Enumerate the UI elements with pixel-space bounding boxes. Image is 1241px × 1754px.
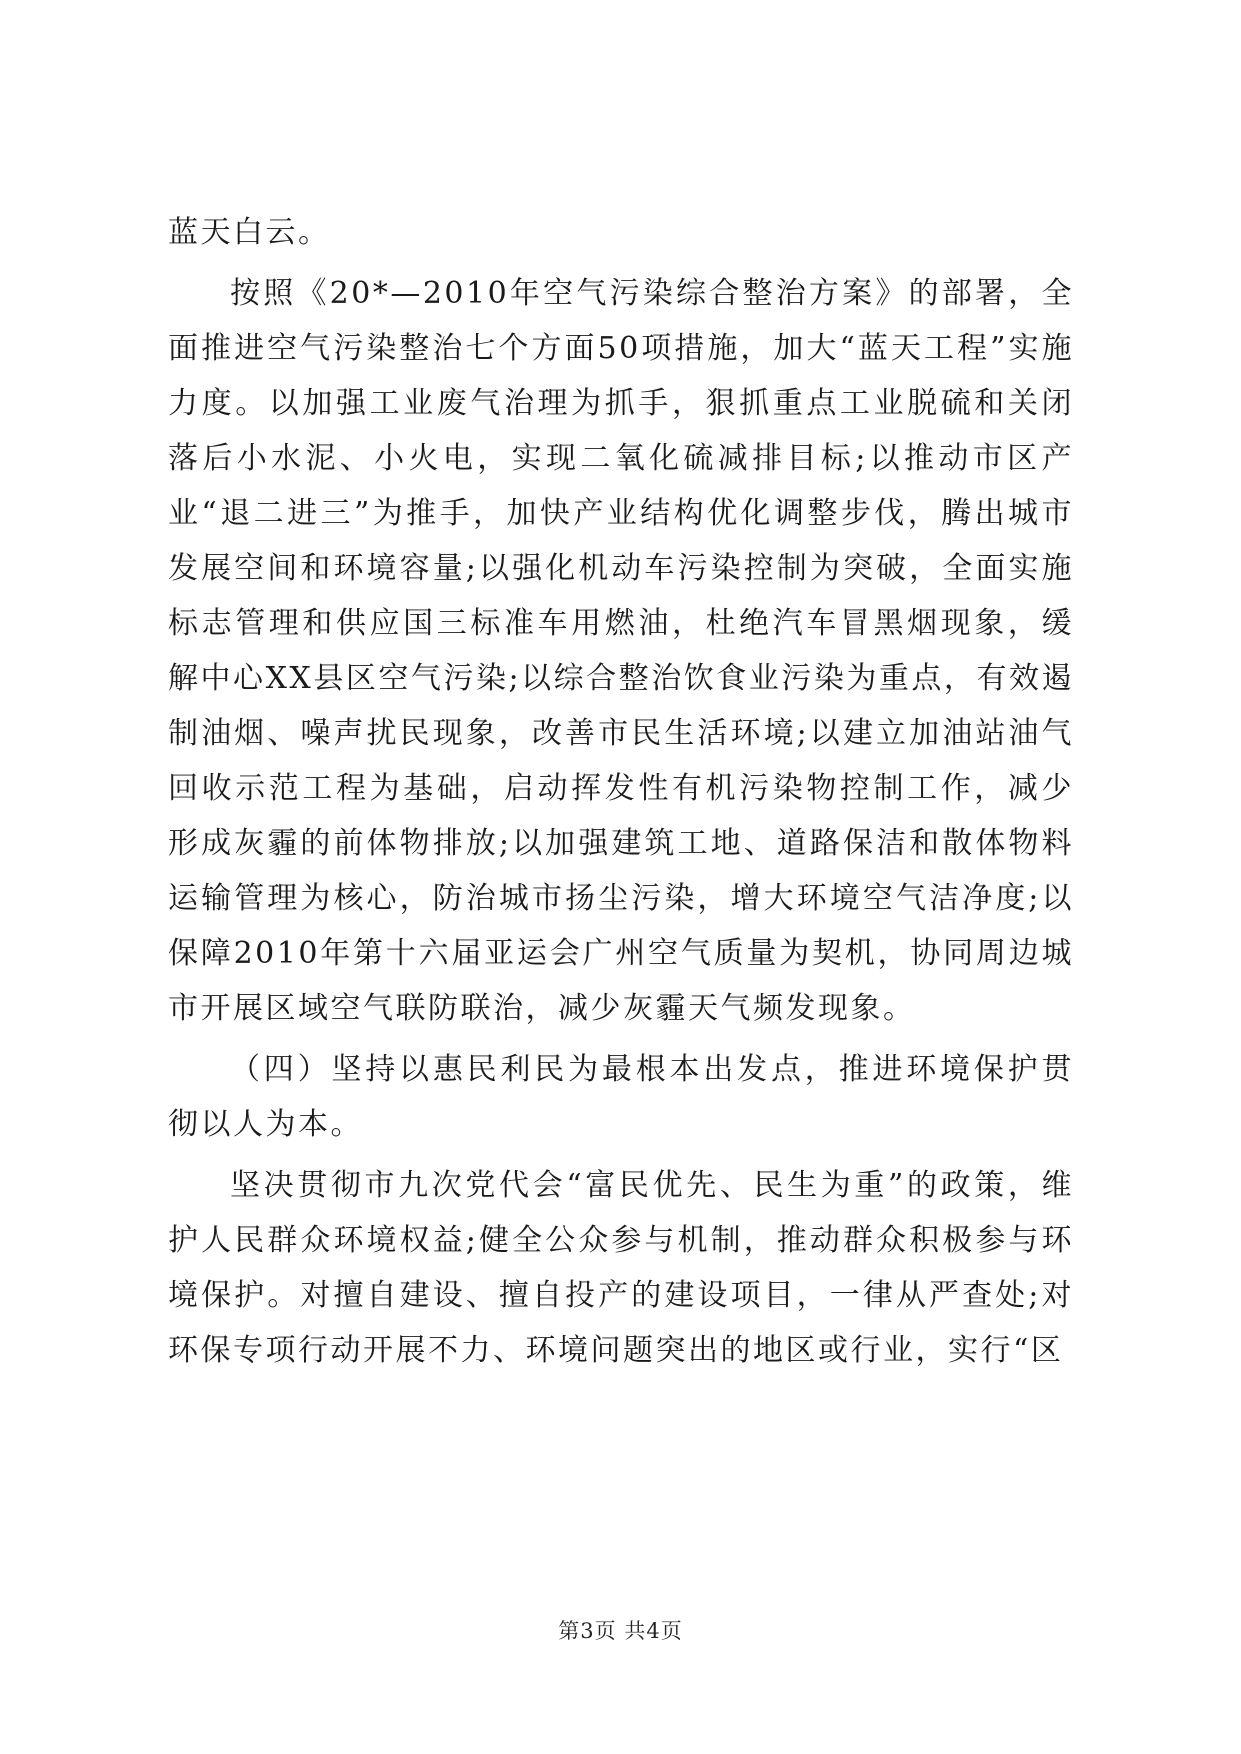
paragraph-2: 按照《20*—2010年空气污染综合整治方案》的部署，全面推进空气污染整治七个方面50项措施，加大“蓝天工程”实施力度。以加强工业废气治理为抓手，狠抓重点工业脱硫和关闭落后小水泥、小火电，实现二氧化硫减排目标;以推动市区产业“退二进三”为推手，加快产业结构优化调整步伐，腾出城市发展空间和环境容量;以强化机动车污染控制为突破，全面实施标志管理和供应国三标准车用燃油，杜绝汽车冒黑烟现象，缓解中心XX县区空气污染;以综合整治饮食业污染为重点，有效遏制油烟、噪声扰民现象，改善市民生活环境;以建立加油站油气回收示范工程为基础，启动挥发性有机污染物控制工作，减少形成灰霾的前体物排放;以加强建筑工地、道路保洁和散体物料运输管理为核心，防治城市扬尘污染，增大环境空气洁净度;以保障2010年第十六届亚运会广州空气质量为契机，协同周边城市开展区域空气联防联治，减少灰霾天气频发现象。 bbox=[168, 276, 1074, 1026]
paragraph-3: 坚决贯彻市九次党代会“富民优先、民生为重”的政策，维护人民群众环境权益;健全公众参与机制，推动群众积极参与环境保护。对擅自建设、擅自投产的建设项目，一律从严查处;对环保专项行动开展不力、环境问题突出的地区或行业，实行“区 bbox=[168, 1168, 1074, 1368]
document-body bbox=[168, 205, 1074, 1378]
paragraph-1: 蓝天白云。 bbox=[168, 215, 331, 250]
section-heading-4: （四）坚持以惠民利民为最根本出发点，推进环境保护贯彻以人为本。 bbox=[168, 1052, 1074, 1142]
page-footer: 第3页 共4页 bbox=[558, 1619, 683, 1643]
